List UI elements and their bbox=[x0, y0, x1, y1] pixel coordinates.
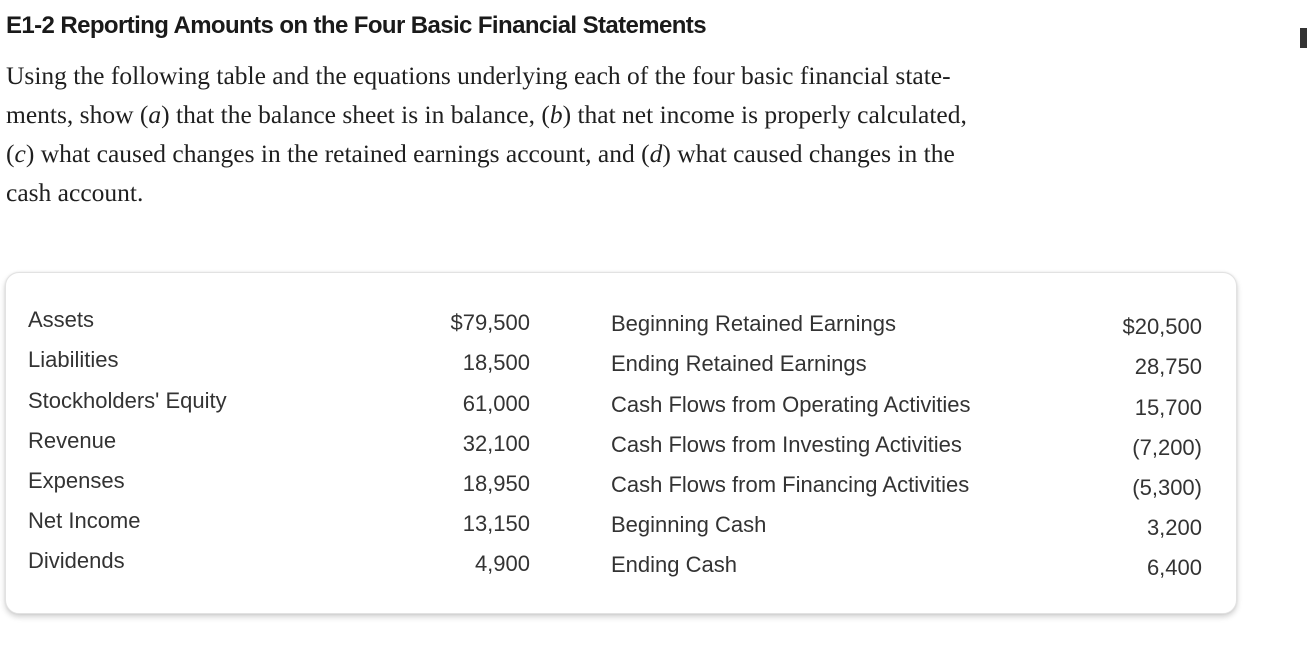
label-liabilities: Liabilities bbox=[28, 347, 119, 372]
value-beginning-retained-earnings: $20,500 bbox=[1122, 314, 1202, 339]
label-ending-cash: Ending Cash bbox=[611, 552, 737, 577]
part-label-d: d bbox=[649, 139, 663, 168]
label-net-income: Net Income bbox=[28, 508, 141, 533]
label-revenue: Revenue bbox=[28, 428, 117, 453]
prompt-line-2: ments, show (a) that the balance sheet is in balance, (b) that net income is properly calculated, bbox=[6, 100, 967, 129]
prompt-line-4: cash account. bbox=[6, 178, 144, 207]
prompt-line-1: Using the following table and the equations underlying each of the four basic financial state- bbox=[6, 61, 951, 90]
label-cash-flows-operating: Cash Flows from Operating Activities bbox=[611, 392, 971, 417]
exercise-prompt bbox=[6, 56, 1256, 212]
value-expenses: 18,950 bbox=[462, 471, 530, 496]
value-ending-cash: 6,400 bbox=[1146, 555, 1202, 580]
value-liabilities: 18,500 bbox=[462, 350, 530, 375]
financial-data-table bbox=[5, 272, 1237, 614]
label-ending-retained-earnings: Ending Retained Earnings bbox=[611, 351, 867, 376]
label-stockholders-equity: Stockholders' Equity bbox=[28, 388, 227, 413]
value-assets: $79,500 bbox=[450, 310, 530, 335]
label-cash-flows-investing: Cash Flows from Investing Activities bbox=[611, 432, 962, 457]
label-beginning-cash: Beginning Cash bbox=[611, 512, 767, 537]
label-dividends: Dividends bbox=[28, 548, 125, 573]
value-cash-flows-operating: 15,700 bbox=[1134, 395, 1202, 420]
value-beginning-cash: 3,200 bbox=[1146, 515, 1202, 540]
label-expenses: Expenses bbox=[28, 468, 125, 493]
part-label-a: a bbox=[148, 100, 162, 129]
label-assets: Assets bbox=[28, 307, 95, 332]
value-net-income: 13,150 bbox=[462, 511, 530, 536]
value-ending-retained-earnings: 28,750 bbox=[1134, 354, 1202, 379]
label-cash-flows-financing: Cash Flows from Financing Activities bbox=[611, 472, 970, 497]
value-cash-flows-investing: (7,200) bbox=[1132, 435, 1202, 460]
exercise-title: E1-2 Reporting Amounts on the Four Basic Financial Statements bbox=[6, 12, 706, 39]
value-stockholders-equity: 61,000 bbox=[462, 391, 530, 416]
value-revenue: 32,100 bbox=[462, 431, 530, 456]
prompt-line-3: (c) what caused changes in the retained earnings account, and (d) what caused changes in the bbox=[6, 139, 955, 168]
value-cash-flows-financing: (5,300) bbox=[1132, 475, 1202, 500]
value-dividends: 4,900 bbox=[474, 551, 530, 576]
part-label-c: c bbox=[14, 139, 26, 168]
part-label-b: b bbox=[549, 100, 563, 129]
label-beginning-retained-earnings: Beginning Retained Earnings bbox=[611, 311, 896, 336]
page-edge-mark bbox=[1300, 28, 1307, 48]
